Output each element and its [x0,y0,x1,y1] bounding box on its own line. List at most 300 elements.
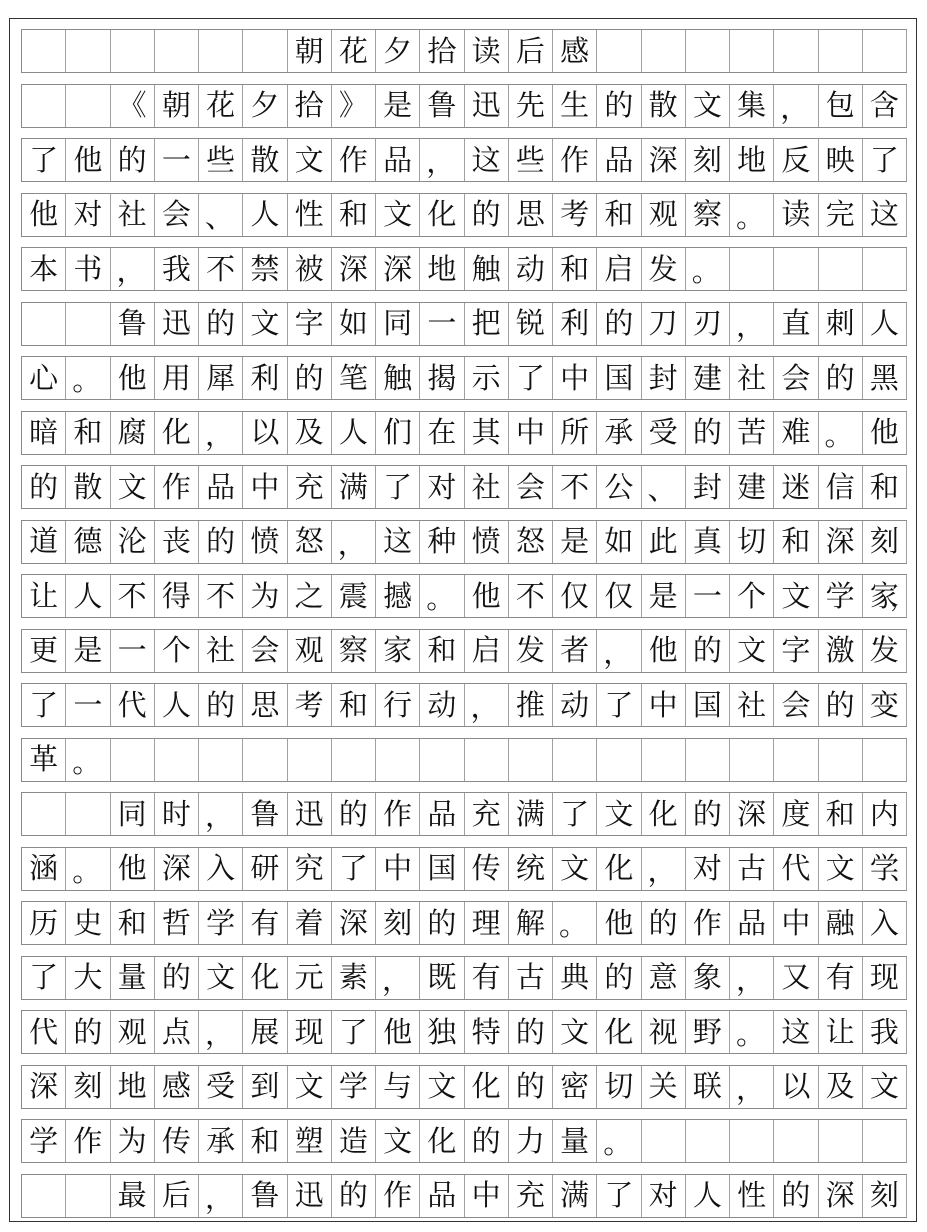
text-row [21,956,907,1000]
grid-cell: 传 [155,1120,199,1162]
grid-cell: 一 [686,575,730,617]
grid-cell: 受 [199,1066,243,1108]
grid-cell: 建 [730,466,774,508]
grid-cell: 受 [642,412,686,454]
grid-cell: ， [730,957,774,999]
grid-cell: 发 [509,630,553,672]
grid-cell: ， [774,85,818,127]
grid-cell: 既 [420,957,464,999]
grid-cell: 对 [686,848,730,890]
grid-cell: 家 [376,630,420,672]
grid-cell: 深 [730,793,774,835]
grid-cell: 这 [465,139,509,181]
grid-cell: 启 [597,248,641,290]
grid-cell: 有 [465,957,509,999]
grid-cell: ， [730,1066,774,1108]
grid-cell: 视 [642,1011,686,1053]
grid-cell: 不 [111,575,155,617]
grid-cell: 更 [22,630,66,672]
grid-cell: 社 [730,684,774,726]
grid-cell: 公 [597,466,641,508]
grid-cell: 中 [642,684,686,726]
grid-cell: 学 [819,575,863,617]
grid-cell: 激 [819,630,863,672]
grid-cell: 的 [420,902,464,944]
grid-cell: 中 [509,412,553,454]
grid-cell: 承 [199,1120,243,1162]
grid-cell: 了 [22,684,66,726]
grid-cell: ， [199,793,243,835]
grid-cell: 中 [243,466,287,508]
grid-cell: 化 [155,412,199,454]
grid-cell [819,30,863,72]
grid-cell: 和 [597,194,641,236]
grid-cell: 反 [774,139,818,181]
grid-cell: 种 [420,521,464,563]
grid-cell: 后 [155,1175,199,1217]
grid-cell: 让 [819,1011,863,1053]
grid-cell: 和 [332,194,376,236]
grid-cell: 鲁 [243,1175,287,1217]
text-row [21,683,907,727]
grid-cell: 难 [774,412,818,454]
grid-cell: 把 [465,303,509,345]
grid-cell [22,303,66,345]
grid-cell: 他 [66,139,110,181]
grid-cell: 封 [686,466,730,508]
grid-cell: 造 [332,1120,376,1162]
grid-cell: 的 [465,1120,509,1162]
grid-cell: 拾 [420,30,464,72]
grid-cell: 用 [155,357,199,399]
grid-cell: 化 [597,1011,641,1053]
grid-cell: 作 [376,793,420,835]
grid-cell: 。 [597,1120,641,1162]
grid-cell: 人 [686,1175,730,1217]
grid-cell: 素 [332,957,376,999]
grid-cell: 利 [243,357,287,399]
grid-cell [774,248,818,290]
grid-cell: 发 [642,248,686,290]
grid-cell: ， [111,248,155,290]
grid-cell: 是 [553,521,597,563]
text-row [21,247,907,291]
grid-cell: 典 [553,957,597,999]
grid-cell: 和 [774,521,818,563]
grid-cell: 为 [243,575,287,617]
grid-cell: 的 [199,521,243,563]
grid-cell: 古 [509,957,553,999]
grid-cell: 一 [420,303,464,345]
grid-cell: 愤 [243,521,287,563]
grid-cell: 的 [199,684,243,726]
grid-cell [199,739,243,781]
grid-cell: 充 [288,466,332,508]
grid-cell: 了 [597,1175,641,1217]
grid-cell: 触 [465,248,509,290]
grid-cell: 读 [774,194,818,236]
grid-cell: 揭 [420,357,464,399]
grid-cell: 革 [22,739,66,781]
grid-cell: 动 [509,248,553,290]
grid-cell: 了 [22,957,66,999]
text-row [21,738,907,782]
grid-cell: 古 [730,848,774,890]
grid-cell: 特 [465,1011,509,1053]
grid-cell [66,1175,110,1217]
grid-cell: 夕 [243,85,287,127]
grid-cell: 个 [730,575,774,617]
grid-cell [774,30,818,72]
grid-cell [730,30,774,72]
grid-cell: 国 [686,684,730,726]
grid-cell: 学 [332,1066,376,1108]
grid-cell: 入 [863,902,907,944]
grid-cell: 些 [199,139,243,181]
grid-cell: 了 [597,684,641,726]
grid-cell: 品 [420,1175,464,1217]
grid-cell [774,1120,818,1162]
text-row [21,465,907,509]
grid-cell: 了 [22,139,66,181]
grid-cell: 他 [642,630,686,672]
grid-cell: 仅 [553,575,597,617]
grid-cell: 代 [22,1011,66,1053]
grid-cell: 为 [111,1120,155,1162]
grid-cell: 家 ， [863,575,907,617]
text-row [21,356,907,400]
grid-cell: 地 [420,248,464,290]
grid-cell: 观 [111,1011,155,1053]
grid-cell: 。 [686,248,730,290]
grid-cell: 笔 [332,357,376,399]
grid-cell: 度 [774,793,818,835]
grid-cell: 被 [288,248,332,290]
title-row [21,29,907,73]
grid-cell: 他 [111,357,155,399]
grid-cell: 会 [774,357,818,399]
grid-cell: 化 [420,194,464,236]
grid-cell: 化 [420,1120,464,1162]
grid-cell: 人 [243,194,287,236]
grid-cell: 到 [243,1066,287,1108]
grid-cell: 我 [863,1011,907,1053]
grid-cell: 塑 [288,1120,332,1162]
grid-cell: 的 [332,793,376,835]
grid-cell: 此 [642,521,686,563]
grid-cell: ， [199,1011,243,1053]
grid-cell: 社 [111,194,155,236]
grid-cell: 在 [420,412,464,454]
grid-cell: 迅 [155,303,199,345]
grid-cell: 作 [155,466,199,508]
grid-cell: 散 [66,466,110,508]
grid-cell: 鲁 [420,85,464,127]
grid-cell: 个 [155,630,199,672]
grid-cell: 文 [420,1066,464,1108]
grid-cell: 仅 [597,575,641,617]
grid-cell: 怒 [288,521,332,563]
grid-cell: 的 [819,684,863,726]
grid-cell: ， [376,957,420,999]
grid-cell: 这 [376,521,420,563]
grid-cell: 和 [819,793,863,835]
grid-cell: 。 [66,848,110,890]
grid-cell: 文 [686,85,730,127]
grid-cell: 夕 [376,30,420,72]
text-row [21,1010,907,1054]
grid-cell: 化 [243,957,287,999]
grid-cell: 他 [22,194,66,236]
grid-cell: 深 [332,248,376,290]
grid-cell: ， [730,303,774,345]
grid-cell: 散 [243,139,287,181]
grid-cell: 他 [376,1011,420,1053]
grid-cell [376,739,420,781]
grid-cell: 撼 [376,575,420,617]
grid-cell: 究 [288,848,332,890]
grid-cell: 真 [686,521,730,563]
grid-cell: 的 [686,793,730,835]
grid-cell: 一 [66,684,110,726]
grid-cell: 的 [597,957,641,999]
grid-cell: 元 [288,957,332,999]
grid-cell [288,739,332,781]
grid-cell: 作 [376,1175,420,1217]
grid-cell: 的 [332,1175,376,1217]
grid-cell: 化 [465,1066,509,1108]
grid-cell: 和 [553,248,597,290]
grid-cell [642,30,686,72]
grid-cell: 鲁 [111,303,155,345]
grid-cell: 感 [155,1066,199,1108]
text-row [21,1119,907,1163]
grid-cell: 他 [597,902,641,944]
grid-cell: 文 [376,194,420,236]
grid-cell: 腐 [111,412,155,454]
grid-cell: 的 [465,194,509,236]
grid-cell: ， [465,684,509,726]
grid-cell: 学 、 [863,848,907,890]
grid-cell: 是 [376,85,420,127]
grid-cell: 会 [774,684,818,726]
grid-cell: 让 [22,575,66,617]
grid-cell: 的 [199,303,243,345]
grid-cell: 性 [288,194,332,236]
grid-cell: 锐 [509,303,553,345]
grid-cell: 点 [155,1011,199,1053]
composition-paper [9,18,917,1222]
grid-cell: 力 [509,1120,553,1162]
grid-cell: 与 [376,1066,420,1108]
grid-cell: ， [199,412,243,454]
grid-cell: 了 [376,466,420,508]
grid-cell: 动 [420,684,464,726]
grid-cell: 人 [155,684,199,726]
grid-cell [730,1120,774,1162]
grid-cell: 察 [332,630,376,672]
grid-cell: 丧 [155,521,199,563]
grid-cell: 融 [819,902,863,944]
grid-cell: 刻 [66,1066,110,1108]
grid-cell: 刀 [642,303,686,345]
grid-cell: 了 [863,139,907,181]
grid-cell [243,739,287,781]
grid-cell [66,30,110,72]
grid-cell: 国 [597,357,641,399]
grid-cell: 中 [774,902,818,944]
grid-cell: 理 [465,902,509,944]
grid-cell: 以 [774,1066,818,1108]
grid-cell: 的 [111,139,155,181]
grid-cell: 满 [332,466,376,508]
grid-cell: 和 [66,412,110,454]
grid-cell: 的 [597,85,641,127]
grid-cell: 了 [509,357,553,399]
grid-cell: 苦 [730,412,774,454]
grid-cell: 的 [686,630,730,672]
grid-cell: 他 [465,575,509,617]
grid-cell: 着 [288,902,332,944]
grid-cell: 了 [553,793,597,835]
grid-cell: 沦 [111,521,155,563]
grid-cell: 文 [553,1011,597,1053]
grid-cell: 大 [66,957,110,999]
grid-cell: 他 [863,412,907,454]
grid-cell [553,739,597,781]
grid-cell: 充 [465,793,509,835]
grid-cell: 启 [465,630,509,672]
grid-cell: 。 [730,194,774,236]
grid-cell: 化 [597,848,641,890]
grid-cell: 花 [199,85,243,127]
grid-cell: 不 [199,575,243,617]
grid-cell: 刺 [819,303,863,345]
grid-cell [22,1175,66,1217]
grid-cell: 黑 [863,357,907,399]
grid-cell [686,30,730,72]
grid-cell: 一 [155,139,199,181]
grid-cell: 不 [553,466,597,508]
grid-cell: 联 [686,1066,730,1108]
grid-cell: 推 [509,684,553,726]
grid-cell: 传 [465,848,509,890]
grid-cell: 本 [22,248,66,290]
grid-cell: 。 [730,1011,774,1053]
grid-cell [642,1120,686,1162]
grid-cell: 代 [111,684,155,726]
grid-cell: 哲 [155,902,199,944]
grid-cell: 观 [642,194,686,236]
grid-cell: 之 [288,575,332,617]
grid-cell: 朝 [155,85,199,127]
grid-cell: 文 [199,957,243,999]
grid-cell: 深 [22,1066,66,1108]
grid-cell: 变 [863,684,907,726]
grid-cell: 解 [509,902,553,944]
grid-cell: 史 [66,902,110,944]
grid-cell: 和 [863,466,907,508]
grid-cell: 不 [199,248,243,290]
grid-cell: 集 [730,85,774,127]
grid-cell: 密 [553,1066,597,1108]
grid-cell [243,30,287,72]
grid-cell: 。 [553,902,597,944]
grid-cell: 示 [465,357,509,399]
grid-cell: 的 [597,303,641,345]
grid-cell: 作 [686,902,730,944]
grid-cell: 完 [819,194,863,236]
grid-cell: 品 [420,793,464,835]
grid-cell: 先 [509,85,553,127]
grid-cell: 社 [199,630,243,672]
grid-cell: 的 [288,357,332,399]
grid-cell: 暗 [22,412,66,454]
grid-cell: 内 [863,793,907,835]
grid-cell: 和 [111,902,155,944]
text-row [21,1065,907,1109]
grid-cell: 得 [155,575,199,617]
grid-cell [22,793,66,835]
grid-cell [863,248,907,290]
grid-cell [509,739,553,781]
grid-cell: 封 [642,357,686,399]
grid-cell: 会 [509,466,553,508]
grid-cell: 思 [509,194,553,236]
grid-cell: 和 [332,684,376,726]
grid-cell: 散 [642,85,686,127]
grid-cell: 。 [66,739,110,781]
grid-cell: 象 [686,957,730,999]
grid-cell: 字 [288,303,332,345]
grid-cell: 品 [199,466,243,508]
grid-cell: 同 [376,303,420,345]
grid-cell: 深 [332,902,376,944]
grid-cell [686,1120,730,1162]
grid-cell: 充 [509,1175,553,1217]
grid-cell: 迷 [774,466,818,508]
grid-cell: 禁 [243,248,287,290]
grid-cell: 的 [509,1066,553,1108]
grid-cell: 现 [863,957,907,999]
grid-cell: 发 [863,630,907,672]
grid-cell: 生 [553,85,597,127]
grid-cell: 朝 [288,30,332,72]
grid-cell: 、 [199,194,243,236]
grid-cell: 地 [730,139,774,181]
grid-cell: 《 [111,85,155,127]
grid-cell: 、 [642,466,686,508]
grid-cell: 的 [509,1011,553,1053]
grid-cell: 花 [332,30,376,72]
grid-cell: 对 [642,1175,686,1217]
grid-cell: 最 [111,1175,155,1217]
grid-cell: 的 [774,1175,818,1217]
grid-cell [642,739,686,781]
grid-cell: 动 [553,684,597,726]
grid-cell [863,739,907,781]
grid-cell: 中 [376,848,420,890]
grid-cell: 的 [66,1011,110,1053]
grid-cell: 切 [597,1066,641,1108]
grid-cell: 这 [863,194,907,236]
grid-cell: 如 [597,521,641,563]
grid-cell [465,739,509,781]
grid-cell: 的 [819,357,863,399]
grid-cell: 关 [642,1066,686,1108]
grid-cell [22,85,66,127]
grid-cell: 映 [819,139,863,181]
